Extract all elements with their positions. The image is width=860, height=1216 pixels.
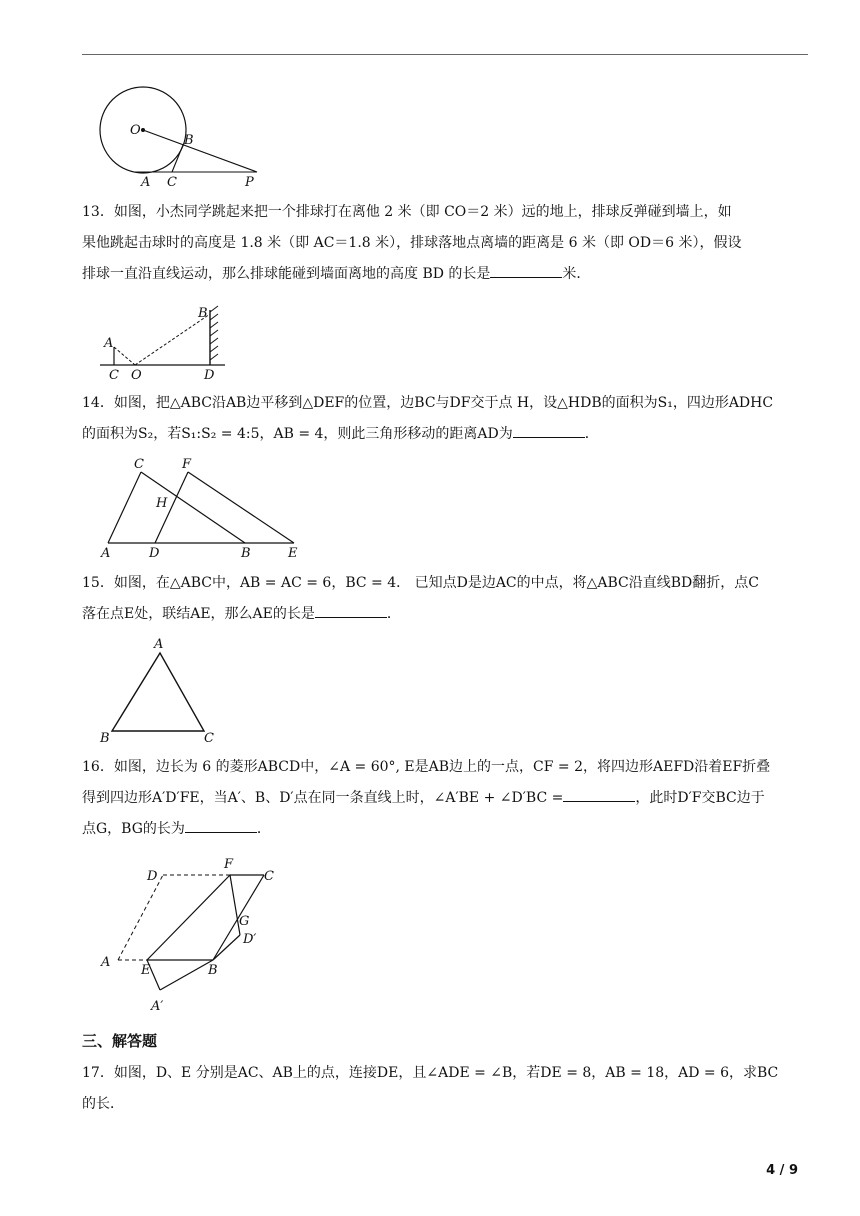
- question-16: [82, 752, 810, 845]
- label-C: C: [264, 869, 274, 884]
- q14-line1: 14．如图，把△ABC沿AB边平移到△DEF的位置，边BC与DF交于点 H，设△HDB的面积为S₁，四边形ADHC: [82, 395, 774, 411]
- answer-blank-16b[interactable]: [185, 818, 257, 833]
- q15-line2-post: ．: [386, 606, 401, 622]
- q14-line2: [82, 419, 810, 450]
- label-F: F: [182, 457, 192, 472]
- label-O: O: [131, 368, 142, 382]
- label-B: B: [208, 963, 218, 978]
- label-D: D: [147, 869, 158, 884]
- label-B: B: [241, 546, 251, 561]
- q17-line2: 的长．: [82, 1096, 124, 1112]
- figure-volleyball-wall: [100, 300, 230, 382]
- header-rule: [82, 54, 808, 55]
- answer-blank-14[interactable]: [513, 423, 585, 438]
- q13-line3-post: 米．: [562, 266, 591, 282]
- figure-translated-triangles: [98, 455, 313, 563]
- q16-line3-post: ．: [256, 821, 271, 837]
- label-C: C: [109, 368, 119, 382]
- label-E: E: [288, 546, 298, 561]
- q14-line2-post: ．: [584, 426, 599, 442]
- q13-line1: 13．如图，小杰同学跳起来把一个排球打在离他 2 米（即 CO＝2 米）远的地上，排球反弹碰到墙上，如: [82, 204, 732, 220]
- q14-line2-pre: 的面积为S₂，若S₁:S₂ = 4:5，AB = 4，则此三角形移动的距离AD为: [82, 426, 513, 442]
- label-A-prime: A′: [151, 999, 164, 1014]
- question-17: [82, 1058, 810, 1120]
- q16-line2-pre: 得到四边形A′D′FE，当A′、B、D′点在同一条直线上时，∠A′BE + ∠D′BC =: [82, 790, 564, 806]
- q13-line3-pre: 排球一直沿直线运动，那么排球能碰到墙面离地的高度 BD 的长是: [82, 266, 491, 282]
- q13-line3: [82, 259, 810, 290]
- q16-line2: [82, 783, 810, 814]
- label-P: P: [245, 175, 254, 190]
- label-A: A: [141, 175, 151, 190]
- q16-line2-post: ，此时D′F交BC边于: [635, 790, 765, 806]
- figure-isosceles-triangle: [98, 635, 223, 747]
- answer-blank-16a[interactable]: [563, 787, 635, 802]
- label-D: D: [149, 546, 160, 561]
- label-B: B: [100, 731, 110, 746]
- label-C: C: [134, 457, 144, 472]
- label-D-prime: D′: [243, 932, 257, 947]
- label-D: D: [204, 368, 215, 382]
- q16-line3: [82, 814, 810, 845]
- label-O: O: [130, 123, 141, 138]
- page-number: 4 / 9: [766, 1163, 798, 1178]
- label-A: A: [104, 336, 114, 351]
- q16-line3-pre: 点G，BG的长为: [82, 821, 185, 837]
- figure-rhombus-fold: [95, 850, 295, 1022]
- answer-blank-13[interactable]: [490, 263, 562, 278]
- label-E: E: [141, 963, 151, 978]
- label-A: A: [101, 546, 111, 561]
- question-15: [82, 568, 810, 630]
- answer-blank-15[interactable]: [315, 603, 387, 618]
- question-14: [82, 388, 810, 450]
- section-heading: 三、解答题: [82, 1032, 158, 1050]
- q17-line1: 17．如图，D、E 分别是AC、AB上的点，连接DE，且∠ADE = ∠B，若DE = 8，AB = 18，AD = 6，求BC: [82, 1065, 779, 1081]
- q15-line2-pre: 落在点E处，联结AE，那么AE的长是: [82, 606, 315, 622]
- q15-line2: [82, 599, 810, 630]
- label-G: G: [239, 914, 250, 929]
- question-13: [82, 197, 810, 290]
- label-C: C: [204, 731, 214, 746]
- label-B: B: [198, 306, 208, 321]
- label-A: A: [154, 637, 164, 652]
- label-A: A: [101, 955, 111, 970]
- label-C: C: [167, 175, 177, 190]
- q16-line1: 16．如图，边长为 6 的菱形ABCD中，∠A = 60°, E是AB边上的一点，CF = 2，将四边形AEFD沿着EF折叠: [82, 759, 771, 775]
- label-F: F: [224, 857, 234, 872]
- q13-line2: 果他跳起击球时的高度是 1.8 米（即 AC＝1.8 米），排球落地点离墙的距离是 6 米（即 OD＝6 米），假设: [82, 235, 742, 251]
- label-B: B: [184, 133, 194, 148]
- figure-circle-tangent: [95, 82, 270, 192]
- label-H: H: [156, 496, 168, 511]
- q15-line1: 15．如图，在△ABC中，AB = AC = 6，BC = 4． 已知点D是边AC的中点，将△ABC沿直线BD翻折，点C: [82, 575, 759, 591]
